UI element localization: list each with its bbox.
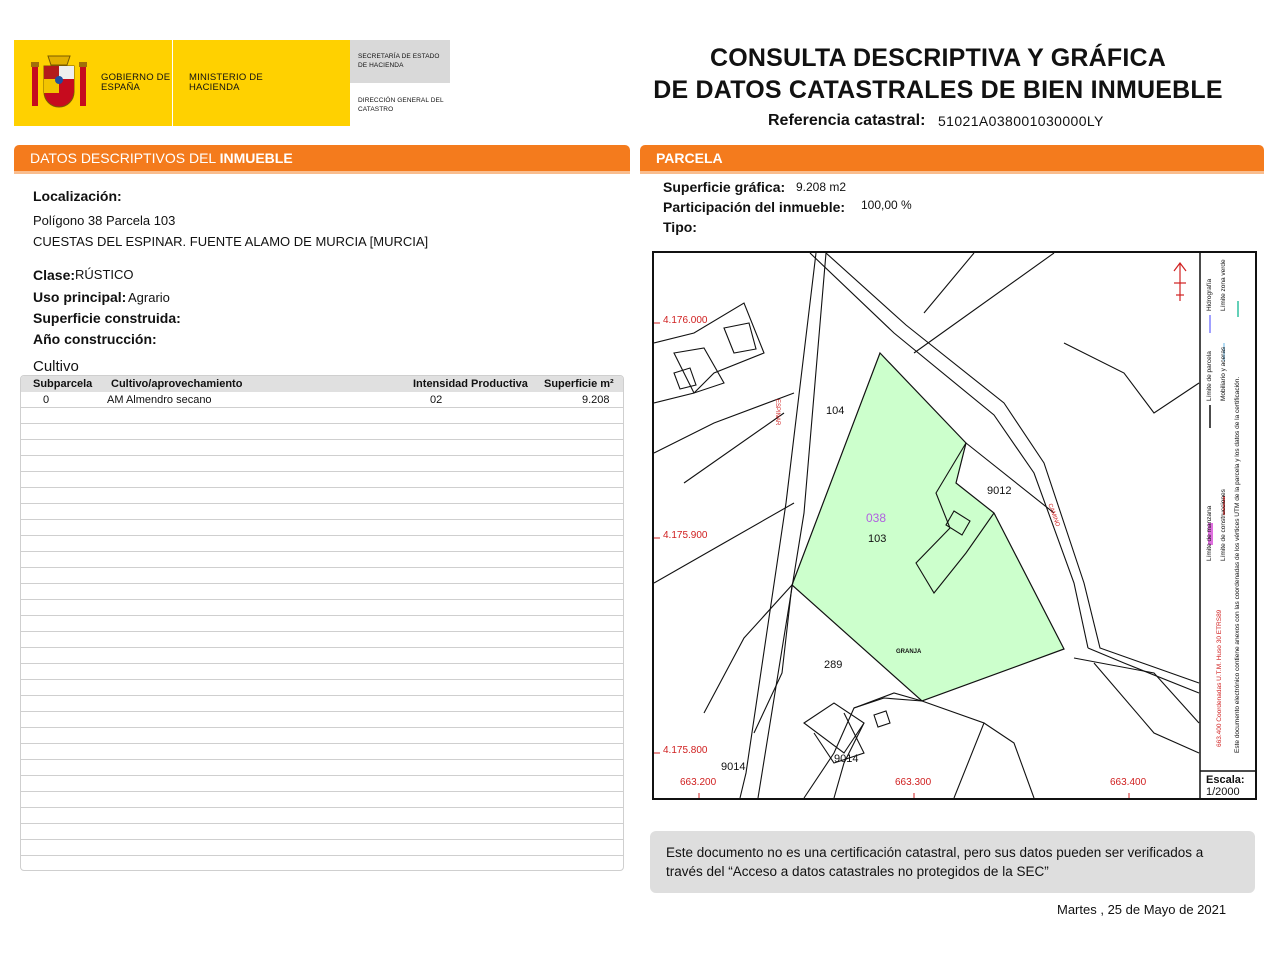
superficie-grafica-value: 9.208 m2 <box>796 180 847 194</box>
cell-subparcela: 0 <box>43 394 50 406</box>
table-row-empty <box>21 536 623 552</box>
label-espinar: ESPINAR <box>774 399 780 426</box>
document-date: Martes , 25 de Mayo de 2021 <box>1057 902 1227 917</box>
table-row-empty <box>21 648 623 664</box>
table-row-empty <box>21 424 623 440</box>
ministerio-text: MINISTERIO DE HACIENDA <box>189 72 263 93</box>
table-row-empty <box>21 696 623 712</box>
table-row-empty <box>21 456 623 472</box>
tipo-label: Tipo: <box>663 219 697 235</box>
datos-descriptivos-bar <box>14 145 630 171</box>
cell-superficie: 9.208 <box>582 394 610 406</box>
table-row-empty <box>21 584 623 600</box>
label-9014-left: 9014 <box>721 761 746 773</box>
table-row-empty <box>21 472 623 488</box>
document-title <box>650 42 1226 106</box>
label-289: 289 <box>824 659 843 671</box>
coord-y-2: 4.175.900 <box>663 530 708 541</box>
table-row-empty <box>21 408 623 424</box>
map-drawing <box>654 253 1255 798</box>
coat-of-arms-icon <box>28 52 90 114</box>
label-9012: 9012 <box>987 485 1012 497</box>
clase-label: Clase: <box>33 267 76 283</box>
table-row-empty <box>21 824 623 840</box>
table-header <box>21 376 623 392</box>
superficie-construida-label: Superficie construida: <box>33 310 181 326</box>
ref-value: 51021A038001030000LY <box>938 113 1104 129</box>
title-line-2: DE DATOS CATASTRALES DE BIEN INMUEBLE <box>653 76 1223 104</box>
legend-zona-verde: Límite zona verde <box>1220 259 1227 311</box>
direccion-text: DIRECCIÓN GENERAL DEL CATASTRO <box>358 97 444 113</box>
escala-label: Escala: <box>1206 774 1245 786</box>
anio-construccion-label: Año construcción: <box>33 331 157 347</box>
superficie-grafica-label: Superficie gráfica: <box>663 179 786 195</box>
bar-shadow <box>640 171 1264 174</box>
localizacion-line-2: CUESTAS DEL ESPINAR. FUENTE ALAMO DE MURCIA [MURCIA] <box>33 234 429 249</box>
legend-mobiliario: Mobiliario y aceras <box>1220 346 1227 401</box>
cell-intensidad: 02 <box>430 394 443 406</box>
table-row-empty <box>21 840 623 856</box>
table-row-empty <box>21 760 623 776</box>
uso-value: Agrario <box>128 290 170 305</box>
table-row-empty <box>21 520 623 536</box>
label-granja: GRANJA <box>896 649 922 655</box>
table-row-empty <box>21 552 623 568</box>
legend-coords-note: 663.400 Coordenadas U.T.M. Huso 30 ETRS89 <box>1216 609 1223 747</box>
bar-shadow <box>14 171 630 174</box>
disclaimer-note: Este documento no es una certificación catastral, pero sus datos pueden ser verificados a través del “Acceso a datos catastrales no protegidos de la SEC” <box>650 831 1255 893</box>
table-row-empty <box>21 504 623 520</box>
legend-hidrografia: Hidrografía <box>1206 278 1213 311</box>
col-superficie: Superficie m² <box>544 378 614 390</box>
cultivo-label: Cultivo <box>33 358 79 375</box>
legend-doc-note: Este documento electrónico contiene anexos con las coordenadas de los vértices UTM de la parcela y los datos de la certificación. <box>1234 376 1241 753</box>
coord-x-2: 663.300 <box>895 777 932 788</box>
table-row-empty <box>21 440 623 456</box>
table-row-empty <box>21 744 623 760</box>
coord-x-1: 663.200 <box>680 777 717 788</box>
title-line-1: CONSULTA DESCRIPTIVA Y GRÁFICA <box>709 44 1167 72</box>
table-row-empty <box>21 808 623 824</box>
table-row-empty <box>21 488 623 504</box>
ref-label: Referencia catastral: <box>768 112 926 129</box>
table-row-empty <box>21 792 623 808</box>
table-row-empty <box>21 712 623 728</box>
coord-y-3: 4.175.800 <box>663 745 708 756</box>
legend-manzana: Límite de manzana <box>1206 505 1213 561</box>
uso-label: Uso principal: <box>33 289 127 305</box>
parcela-bar: PARCELA <box>640 145 1264 171</box>
label-9014-right: 9014 <box>834 753 859 765</box>
col-cultivo: Cultivo/aprovechamiento <box>111 378 243 390</box>
bar-prefix: DATOS DESCRIPTIVOS DEL <box>30 150 220 166</box>
label-038: 038 <box>866 511 887 525</box>
secretaria-text: SECRETARÍA DE ESTADO DE HACIENDA <box>358 53 440 69</box>
gobierno-text: GOBIERNO DE ESPAÑA <box>101 72 171 93</box>
table-row-empty <box>21 776 623 792</box>
localizacion-label: Localización: <box>33 188 122 204</box>
label-103: 103 <box>868 533 887 545</box>
cell-cultivo: AM Almendro secano <box>107 394 212 406</box>
table-row-empty <box>21 664 623 680</box>
legend-parcela: Límite de parcela <box>1206 351 1213 401</box>
label-camino: CAMINO <box>1046 503 1061 528</box>
table-row-empty <box>21 568 623 584</box>
participacion-label: Participación del inmueble: <box>663 199 846 215</box>
cadastral-map <box>652 251 1257 800</box>
legend-construcciones: Límite de construcciones <box>1220 489 1227 561</box>
col-intensidad: Intensidad Productiva <box>413 378 528 390</box>
escala-value: 1/2000 <box>1206 786 1240 798</box>
table-row-empty <box>21 728 623 744</box>
coord-x-3: 663.400 <box>1110 777 1147 788</box>
table-row-empty <box>21 616 623 632</box>
label-104: 104 <box>826 405 845 417</box>
localizacion-line-1: Polígono 38 Parcela 103 <box>33 213 176 228</box>
clase-value: RÚSTICO <box>75 267 134 282</box>
bar-bold: INMUEBLE <box>219 150 293 166</box>
cultivo-table <box>20 375 624 871</box>
col-subparcela: Subparcela <box>33 378 93 390</box>
table-row-empty <box>21 632 623 648</box>
table-row-empty <box>21 600 623 616</box>
table-row-empty <box>21 680 623 696</box>
table-row <box>21 392 623 408</box>
coord-y-1: 4.176.000 <box>663 315 708 326</box>
participacion-value: 100,00 % <box>861 198 912 212</box>
